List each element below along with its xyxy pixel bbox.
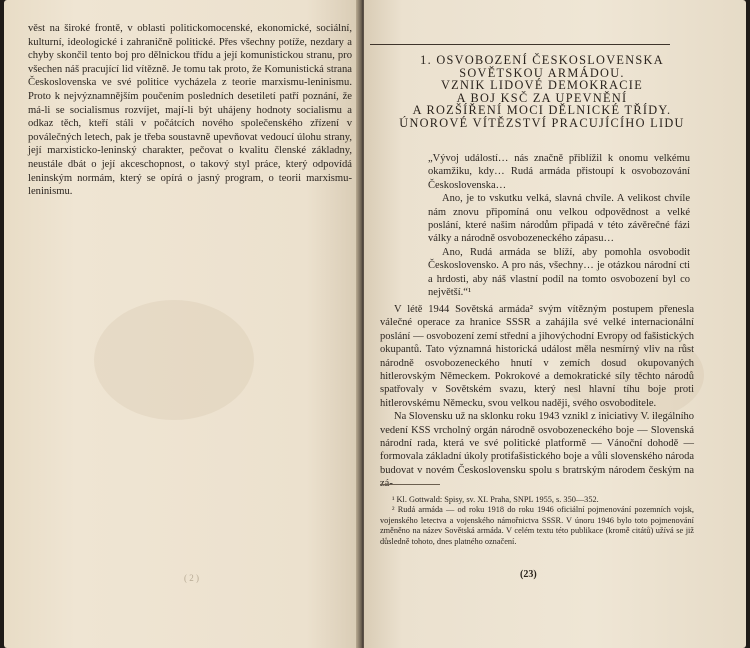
page-number: (23): [520, 569, 537, 580]
heading-line: SOVĚTSKOU ARMÁDOU.: [459, 65, 625, 80]
body-paragraph: V létě 1944 Sovětská armáda² svým vítězným postupem přenesla válečné operace za hranice SSSR a zahájila své velké internacionální poslání — osvobození zemí střední a jihovýchodní Evropy od fašistických okupantů. Tato významná historická událost měla nesmírný vliv na růst národně osvobozeneckého hnutí v zemích dosud okupovaných hitlerovským Německem. Pokrokové a demokratické síly těchto národů spatřovaly v Sovětském svazu, který nesl hlavní tíhu boje proti hitlerovskému Německu, svou velkou naději, svého osvoboditele.: [380, 304, 694, 409]
heading-line: A BOJ KSČ ZA UPEVNĚNÍ: [456, 90, 628, 105]
right-body-text: [380, 303, 694, 491]
body-paragraph: Na Slovensku už na sklonku roku 1943 vznikl z iniciativy V. ilegálního vedení KSS vrcholný orgán národně osvobozeneckého boje — Slovenská národní rada, která ve své politické platformě — Vánoční dohodě — formovala základní úkoly protifašistického boje a vůli slovenského národa budovat v novém Československu spolu s bratrským národem českým na zá-: [380, 411, 694, 490]
heading-line: A ROZŠÍŘENÍ MOCI DĚLNICKÉ TŘÍDY.: [412, 103, 672, 118]
chapter-heading: [372, 54, 712, 130]
quote-paragraph: Ano, Rudá armáda se blíží, aby pomohla osvobodit Československo. A pro nás, všechny… je otázkou národní cti a hrdosti, aby náš vlastní podíl na tomto osvobození byl co největší.“¹: [428, 246, 690, 299]
quote-paragraph: Ano, je to vskutku velká, slavná chvíle. A velikost chvíle nám znovu připomíná onu velkou odpovědnost a velké poslání, které našim národům připadá v této závěrečné fázi války a národně osvobozeneckého zápasu…: [428, 193, 690, 245]
left-paragraph: věst na široké frontě, v oblasti politickomocenské, ekonomické, sociální, kulturní, ideologické i zahraničně politické. Přes všechny potíže, nezdary a chyby skončil tento boj pro dělnickou třídu a její komunistickou stranu, pro všechen náš pracující lid vítězně. Je tomu tak proto, že Komunistická strana Československa ve své politice vycházela z teorie marxismu-leninismu. Proto k nejvýznamnějším poučením posledních desetiletí patří poznání, že má-li se socialismus rozvíjet, mají-li být uhájeny hodnoty socialismu a odkaz těch, kteří stáli v počátcích nového společenského zřízení v poválečných letech, pak je třeba soustavně upevňovat vedoucí úlohu strany, její marxisticko-leninský charakter, pečovat o kvalitu členské základny, neustále dbát o její akceschopnost, o takový styl práce, který odpovídá leninským normám, který se opírá o jasný program, o teorii marxismu-leninismu.: [28, 23, 352, 198]
footnotes: [380, 495, 694, 547]
left-page: [4, 0, 360, 648]
chapter-rule: [370, 44, 670, 45]
faint-page-number: ( 2 ): [184, 573, 199, 583]
gottwald-quote: [428, 152, 690, 299]
footnote: ² Rudá armáda — od roku 1918 do roku 1946 oficiální pojmenování pozemních vojsk, vojenského letectva a vojenského námořnictva SSSR. V únoru 1946 bylo toto pojmenování změněno na název Sovětská armáda. V celém textu této publikace (kromě citátů) užívá se již důsledně tohoto, dnes platného označení.: [380, 505, 694, 546]
heading-line: 1. OSVOBOZENÍ ČESKOSLOVENSKA: [420, 53, 664, 67]
footnote: ¹ Kl. Gottwald: Spisy, sv. XI. Praha, SNPL 1955, s. 350—352.: [392, 495, 599, 504]
left-page-text: [28, 22, 352, 199]
heading-line: VZNIK LIDOVÉ DEMOKRACIE: [440, 78, 644, 93]
quote-paragraph: „Vývoj událostí… nás značně přiblížil k onomu velkému okamžiku, kdy… Rudá armáda přistoupí k osvobozování Československa…: [428, 153, 690, 191]
paper-stain: [94, 300, 254, 420]
heading-line: ÚNOROVÉ VÍTĚZSTVÍ PRACUJÍCÍHO LIDU: [399, 115, 685, 130]
footnote-rule: [380, 484, 440, 485]
